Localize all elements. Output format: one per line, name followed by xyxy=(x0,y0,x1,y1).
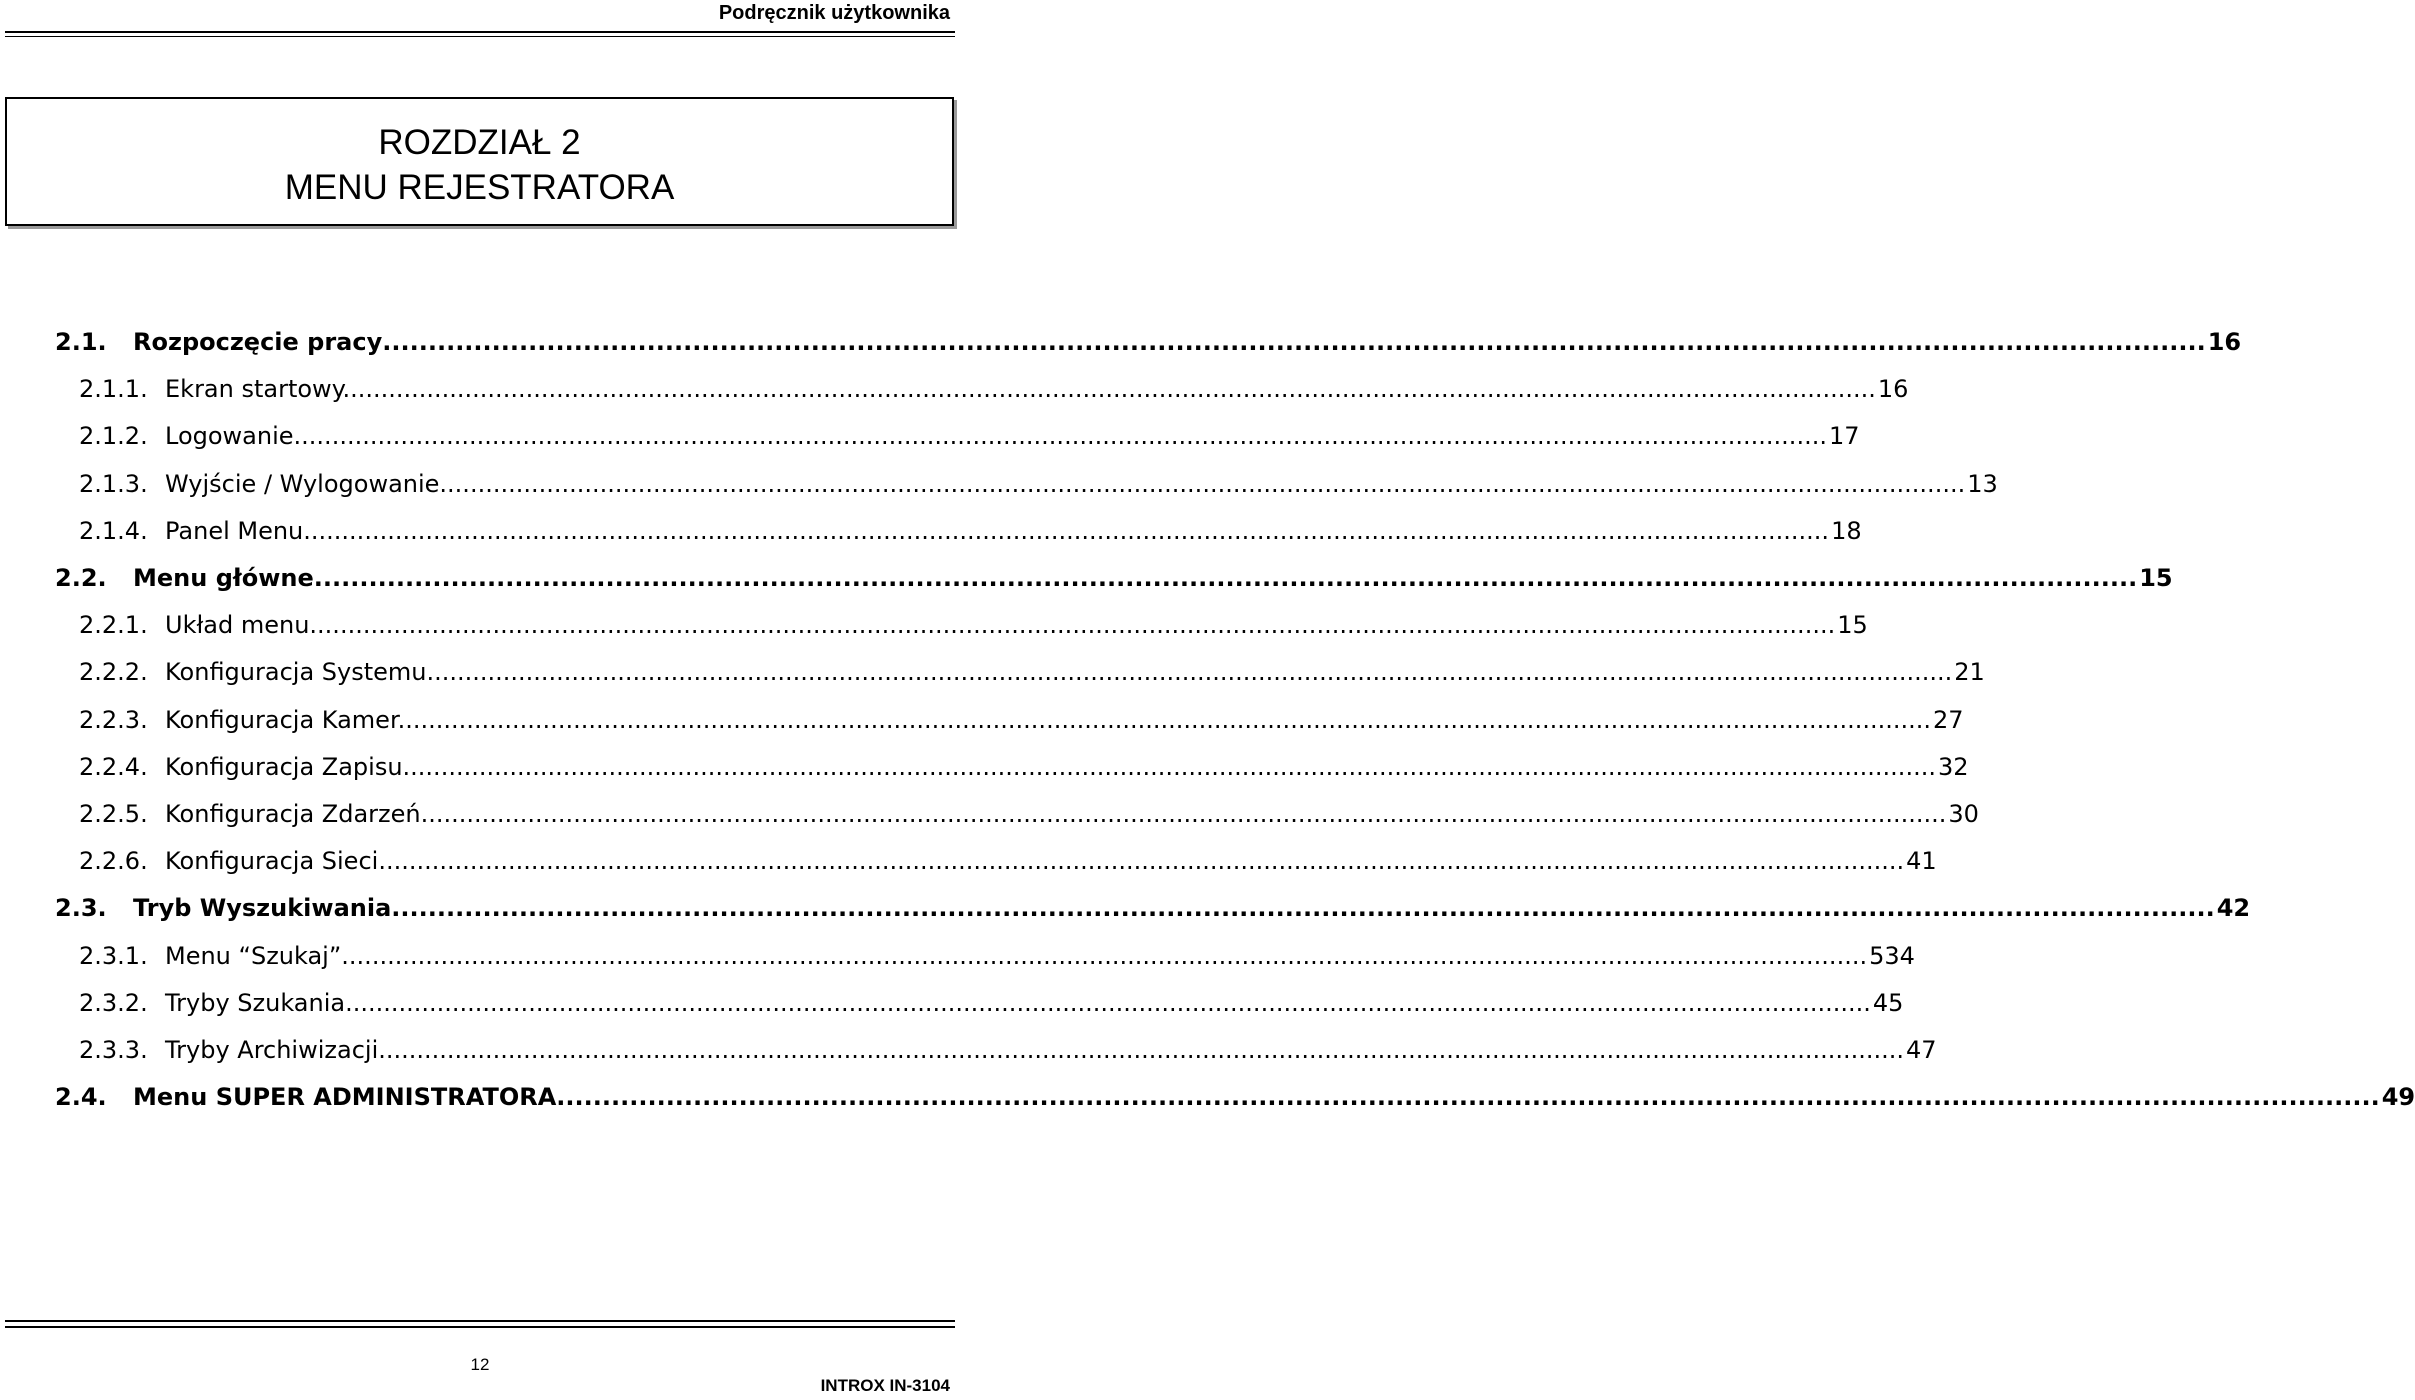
footer-rule xyxy=(5,1320,955,1328)
toc-entry-number: 2.1. xyxy=(55,328,107,356)
toc-entry-number: 2.3.3. xyxy=(79,1036,148,1064)
toc-entry-title: Konfiguracja Kamer. xyxy=(165,705,406,734)
toc-entry[interactable] xyxy=(55,322,2242,362)
toc-entry-page: 41 xyxy=(1906,847,1937,876)
toc-entry[interactable] xyxy=(79,511,1862,551)
page-number: 12 xyxy=(470,1355,490,1374)
toc-entry-page: 47 xyxy=(1906,1036,1937,1064)
toc-entry-title: Tryby Archiwizacji xyxy=(165,1036,379,1064)
toc-entry-title: Konfiguracja Sieci xyxy=(165,847,379,876)
toc-entry-number: 2.1.1. xyxy=(79,375,148,404)
toc-entry[interactable] xyxy=(55,558,2173,598)
toc-entry[interactable] xyxy=(79,841,1937,881)
toc-entry[interactable] xyxy=(79,416,1860,456)
toc-entry-number: 2.3.2. xyxy=(79,988,148,1017)
footer-product-name: INTROX IN-3104 xyxy=(820,1376,950,1395)
toc-entry[interactable] xyxy=(55,1077,2415,1117)
toc-entry-page: 27 xyxy=(1933,705,1964,734)
toc-entry-page: 21 xyxy=(1954,658,1985,687)
toc-entry-page: 45 xyxy=(1872,988,1904,1017)
chapter-title: MENU REJESTRATORA xyxy=(284,168,675,207)
toc-leader-dots: ........................................................................................................................................................................................................ xyxy=(313,564,2138,592)
toc-entry-title: Układ menu xyxy=(165,611,310,640)
toc-entry-number: 2.1.4. xyxy=(79,516,148,545)
header-title: Podręcznik użytkownika xyxy=(718,2,950,24)
toc-entry-number: 2.2.1. xyxy=(79,611,148,640)
toc-entry-title: Tryb Wyszukiwania xyxy=(133,894,392,923)
toc-entry[interactable] xyxy=(79,700,1964,740)
toc-entry-page: 534 xyxy=(1869,941,1915,970)
toc-entry-page: 13 xyxy=(1967,469,1998,498)
toc-entry-title: Logowanie. xyxy=(165,422,302,451)
toc-entry-title: Panel Menu xyxy=(165,516,304,545)
toc-leader-dots: ........................................................................................................................................................................................................ xyxy=(341,941,1868,970)
toc-entry-page: 16 xyxy=(1877,375,1909,404)
toc-entry-title: Ekran startowy. xyxy=(165,375,351,404)
toc-entry[interactable] xyxy=(79,369,1909,409)
toc-entry-page: 15 xyxy=(2139,564,2173,592)
toc-entry[interactable] xyxy=(79,1030,1937,1070)
toc-entry[interactable] xyxy=(79,464,1998,504)
toc-entry-page: 30 xyxy=(1948,800,1979,828)
toc-leader-dots: ........................................................................................................................................................................................................ xyxy=(303,516,1830,545)
toc-entry-title: Menu “Szukaj” xyxy=(165,941,342,970)
toc-entry-title: Menu główne xyxy=(133,564,314,592)
toc-entry-number: 2.3.1. xyxy=(79,941,148,970)
toc-entry-page: 49 xyxy=(2381,1083,2415,1112)
toc-entry-number: 2.2.5. xyxy=(79,800,148,828)
toc-leader-dots: ........................................................................................................................................................................................................ xyxy=(420,800,1947,828)
toc-leader-dots: ........................................................................................................................................................................................................ xyxy=(426,658,1953,687)
toc-entry[interactable] xyxy=(79,983,1904,1023)
toc-entry-title: Konfiguracja Systemu xyxy=(165,658,427,687)
toc-leader-dots: ........................................................................................................................................................................................................ xyxy=(391,894,2215,923)
toc-leader-dots: ........................................................................................................................................................................................................ xyxy=(345,988,1871,1017)
toc-entry-page: 15 xyxy=(1837,611,1868,640)
toc-entry-title: Tryby Szukania xyxy=(165,988,346,1017)
header-rule xyxy=(5,31,955,37)
toc-entry-page: 18 xyxy=(1831,516,1862,545)
toc-entry-title: Konfiguracja Zdarzeń xyxy=(165,800,421,828)
toc-leader-dots: ........................................................................................................................................................................................................ xyxy=(439,469,1966,498)
toc-leader-dots: ........................................................................................................................................................................................................ xyxy=(350,375,1876,404)
toc-entry-page: 42 xyxy=(2216,894,2251,923)
toc-entry-page: 32 xyxy=(1937,752,1969,781)
toc-entry[interactable] xyxy=(79,652,1985,692)
toc-leader-dots: ........................................................................................................................................................................................................ xyxy=(309,611,1836,640)
toc-entry-title: Rozpoczęcie pracy xyxy=(133,328,383,356)
toc-entry-number: 2.2.2. xyxy=(79,658,148,687)
toc-entry[interactable] xyxy=(79,794,1979,834)
toc-leader-dots: ........................................................................................................................................................................................................ xyxy=(410,752,1936,781)
toc-entry[interactable] xyxy=(55,888,2251,928)
toc-entry-number: 2.2.4. xyxy=(79,752,148,781)
toc-entry-title: Wyjście / Wylogowanie xyxy=(165,469,440,498)
toc-leader-dots: ........................................................................................................................................................................................................ xyxy=(378,1036,1905,1064)
toc-leader-dots: ........................................................................................................................................................................................................ xyxy=(556,1083,2380,1112)
toc-entry-page: 16 xyxy=(2207,328,2242,356)
toc-entry-page: 17 xyxy=(1828,422,1860,451)
toc-entry-number: 2.1.3. xyxy=(79,469,148,498)
toc-entry[interactable] xyxy=(79,605,1868,645)
toc-entry-number: 2.1.2. xyxy=(79,422,148,451)
toc-leader-dots: ........................................................................................................................................................................................................ xyxy=(301,422,1827,451)
toc-entry-number: 2.2.6. xyxy=(79,847,148,876)
toc-entry-number: 2.3. xyxy=(55,894,107,923)
toc-entry-title: Konfiguracja Zapisu. xyxy=(165,752,411,781)
toc-leader-dots: ........................................................................................................................................................................................................ xyxy=(405,705,1932,734)
chapter-number: ROZDZIAŁ 2 xyxy=(378,123,581,162)
toc-leader-dots: ........................................................................................................................................................................................................ xyxy=(382,328,2206,356)
toc-entry-number: 2.2.3. xyxy=(79,705,148,734)
toc-entry-title: Menu SUPER ADMINISTRATORA xyxy=(133,1083,557,1112)
chapter-title-box xyxy=(5,97,954,226)
toc-entry-number: 2.4. xyxy=(55,1083,107,1112)
toc-leader-dots: ........................................................................................................................................................................................................ xyxy=(378,847,1905,876)
toc-entry[interactable] xyxy=(79,747,1969,787)
toc-entry[interactable] xyxy=(79,936,1915,976)
toc-entry-number: 2.2. xyxy=(55,564,107,592)
